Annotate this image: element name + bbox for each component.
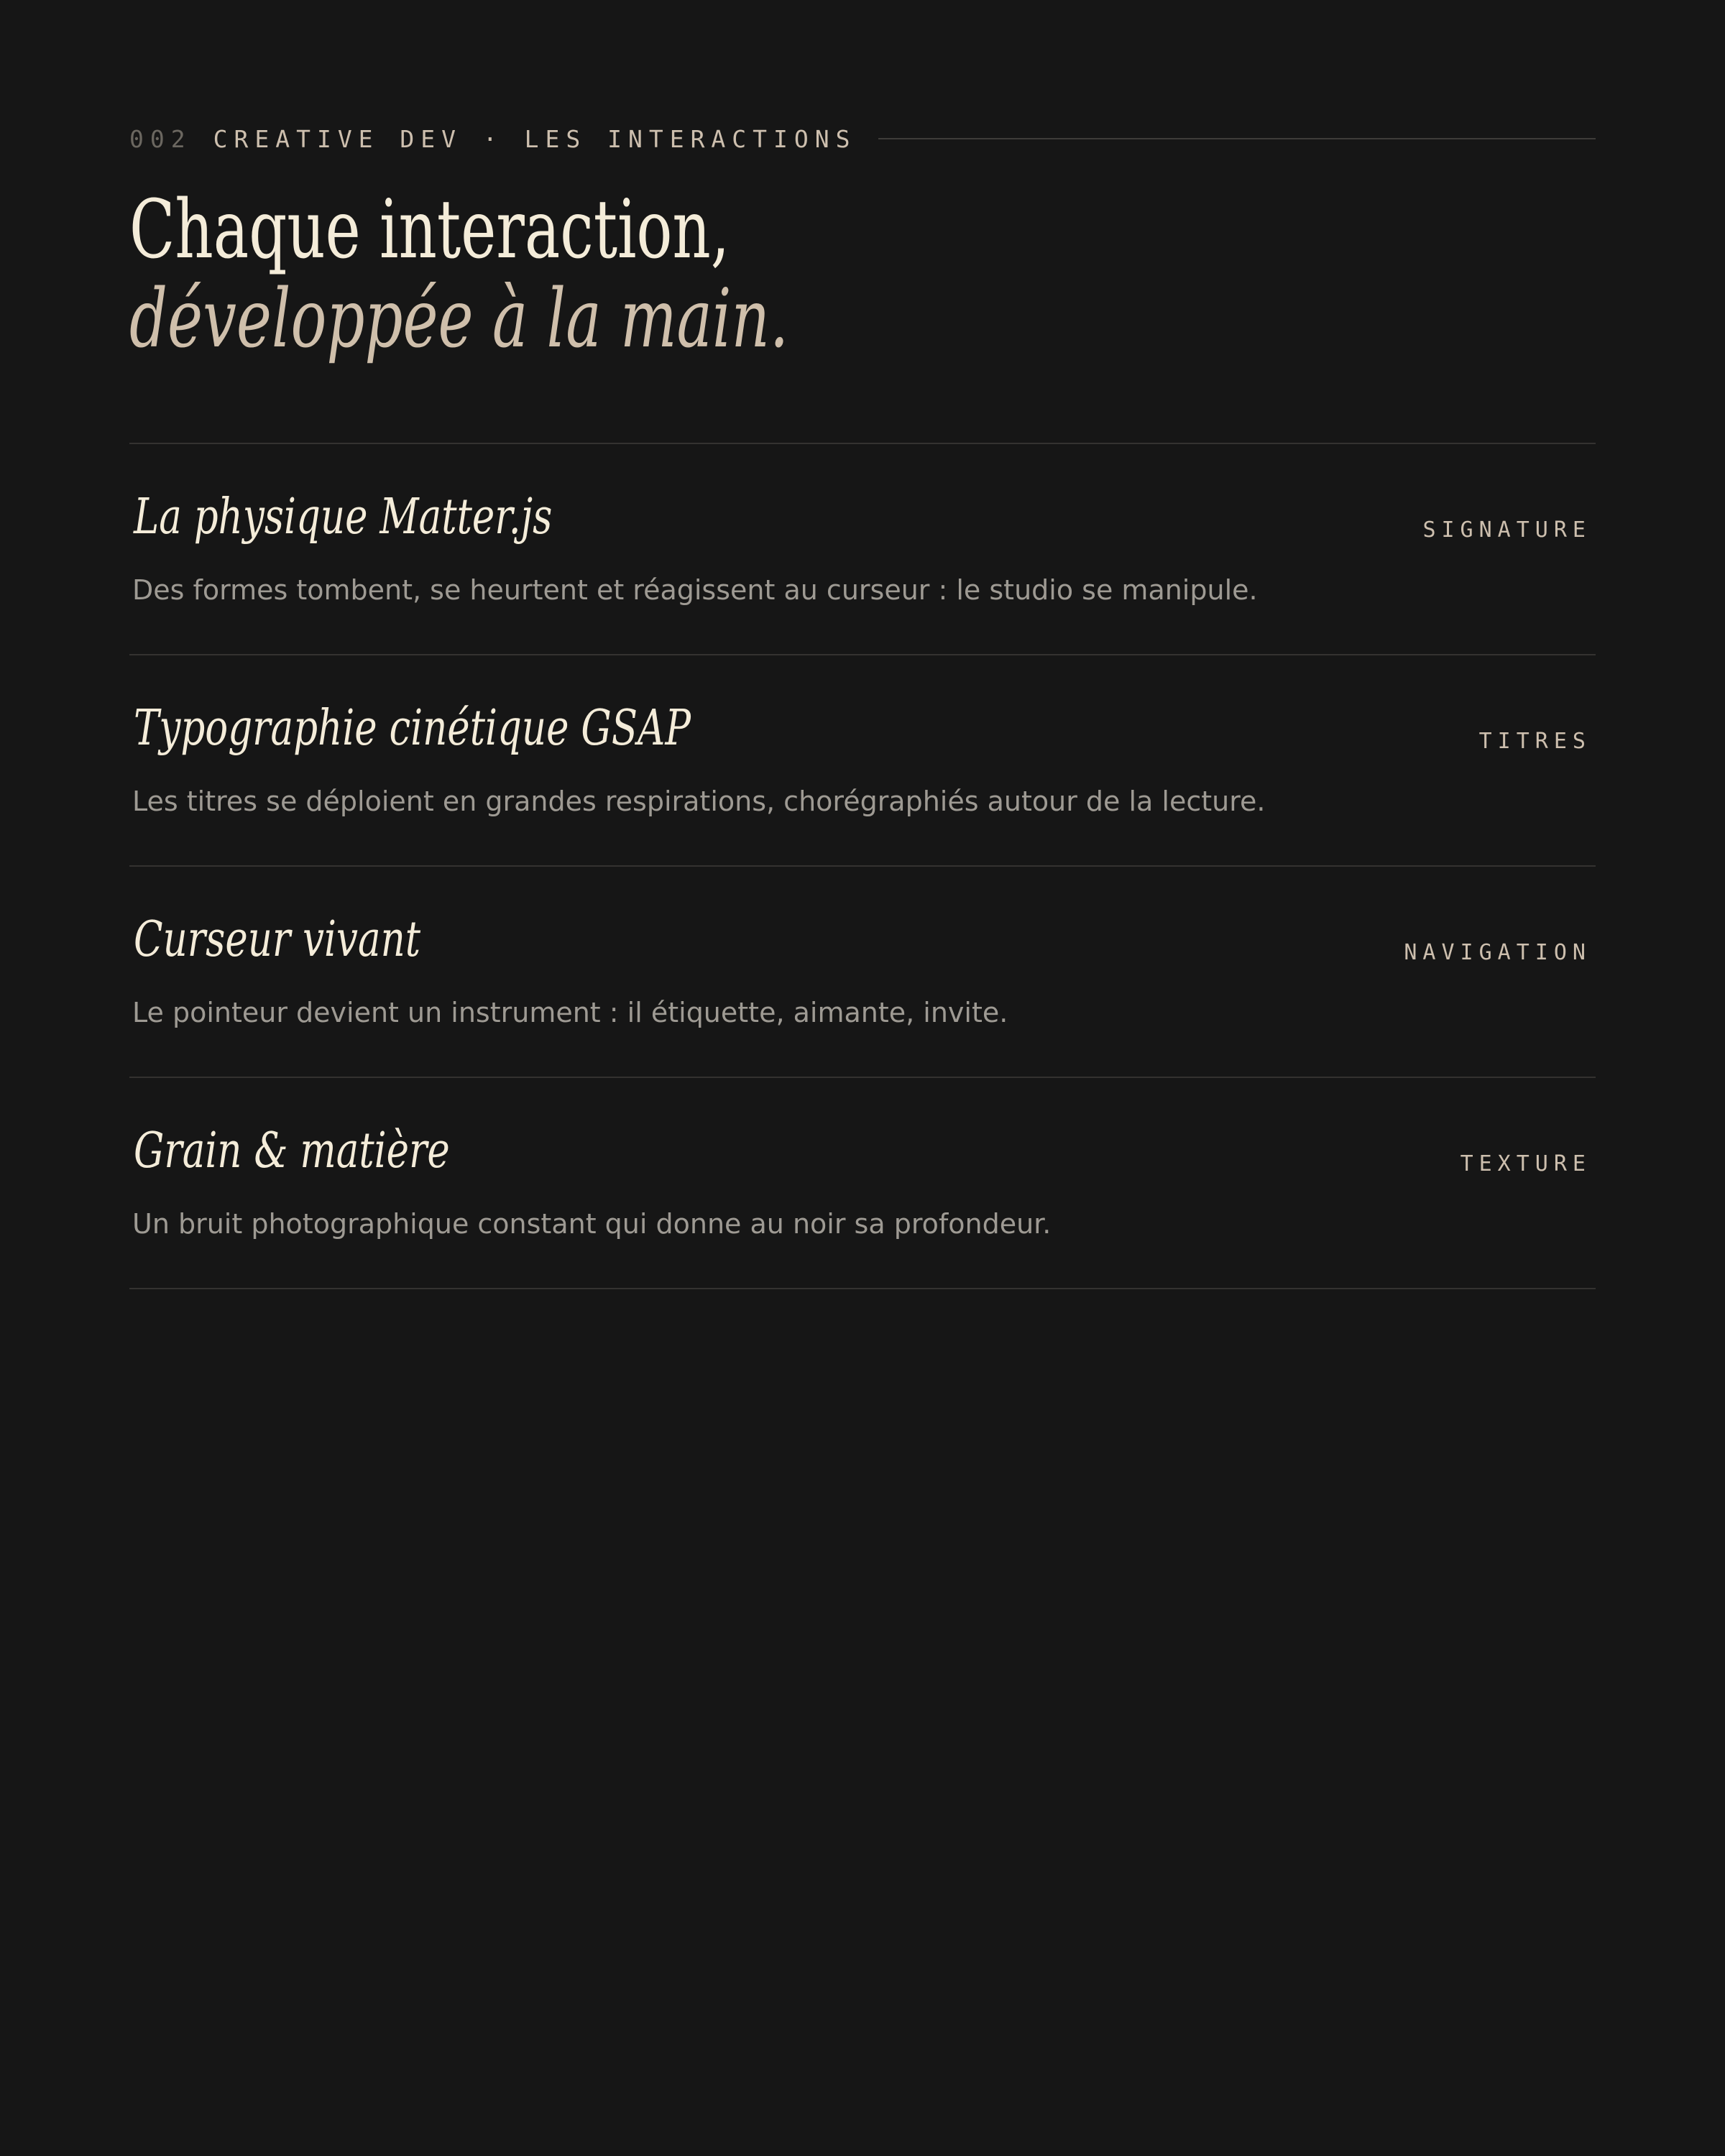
eyebrow-divider bbox=[878, 138, 1596, 139]
page-title-line-2: développée à la main. bbox=[129, 272, 789, 366]
list-item bbox=[129, 867, 1596, 1078]
section-label: CREATIVE DEV · LES INTERACTIONS bbox=[213, 124, 857, 153]
item-tag: SIGNATURE bbox=[1422, 517, 1591, 543]
item-title: La physique Matter.js bbox=[134, 489, 553, 545]
item-description: Un bruit photographique constant qui donne au noir sa profondeur. bbox=[132, 1208, 1052, 1240]
item-description: Le pointeur devient un instrument : il étiquette, aimante, invite. bbox=[132, 997, 1008, 1028]
item-tag: NAVIGATION bbox=[1404, 940, 1591, 965]
item-tag: TEXTURE bbox=[1460, 1151, 1591, 1176]
item-title: Typographie cinétique GSAP bbox=[134, 700, 691, 757]
item-description: Les titres se déploient en grandes respirations, chorégraphiés autour de la lecture. bbox=[132, 786, 1266, 817]
item-title: Grain & matière bbox=[134, 1123, 450, 1179]
section-number: 002 bbox=[129, 124, 192, 153]
page-title-line-1: Chaque interaction, bbox=[129, 183, 730, 277]
section-eyebrow bbox=[129, 122, 1596, 155]
item-description: Des formes tombent, se heurtent et réagissent au curseur : le studio se manipule. bbox=[132, 574, 1258, 606]
item-title: Curseur vivant bbox=[134, 911, 421, 968]
list-item bbox=[129, 444, 1596, 655]
interaction-list bbox=[129, 443, 1596, 1289]
list-item bbox=[129, 1078, 1596, 1289]
list-item bbox=[129, 655, 1596, 867]
page-title bbox=[129, 185, 1020, 364]
item-tag: TITRES bbox=[1478, 729, 1591, 754]
